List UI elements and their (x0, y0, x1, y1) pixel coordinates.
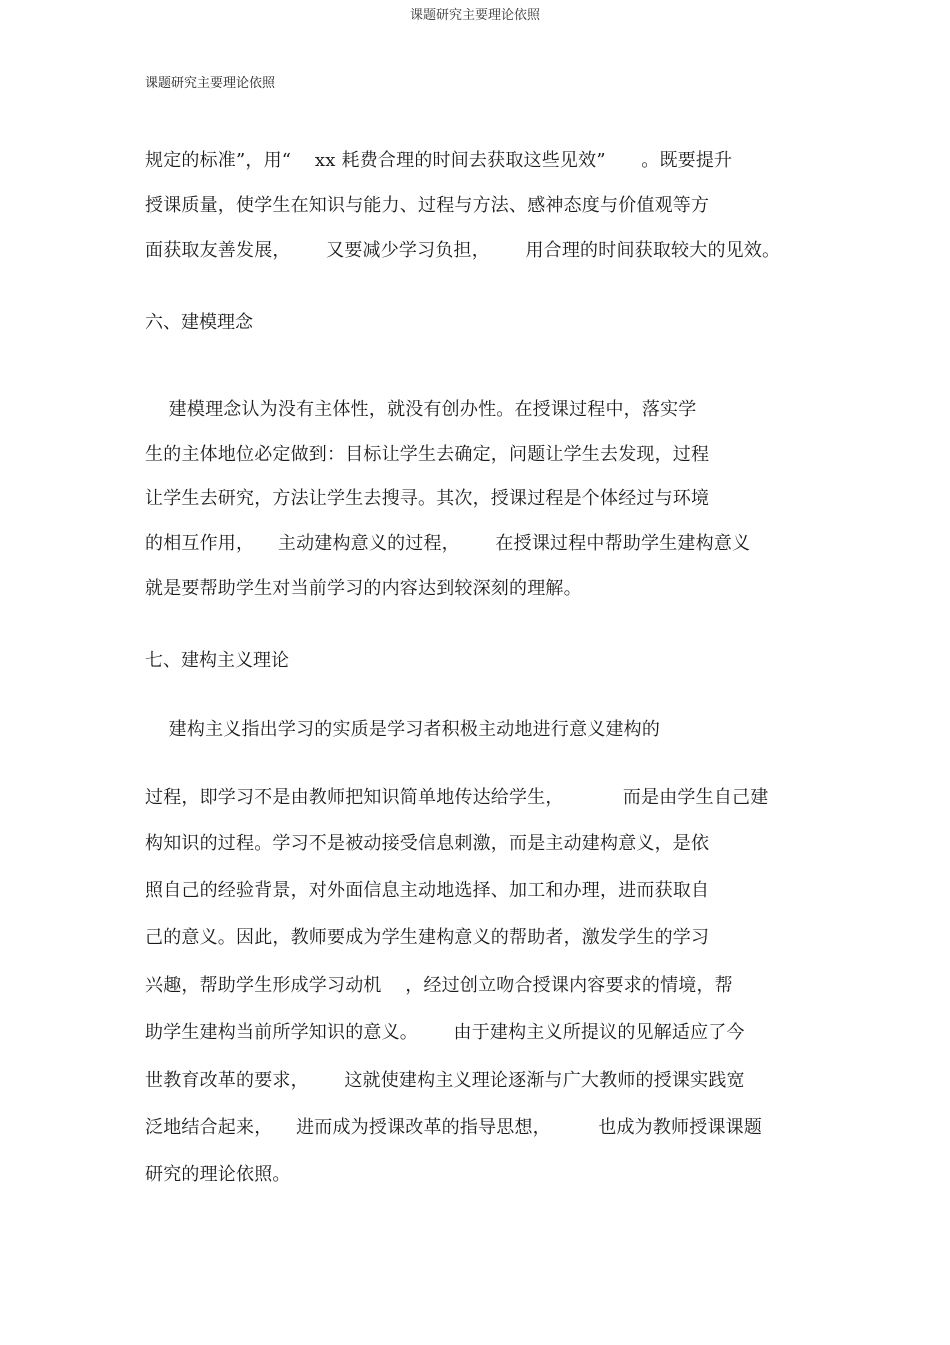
section7-line: 过程，即学习不是由教师把知识简单地传达给学生， 而是由学生自己建 (145, 787, 769, 808)
running-header: 课题研究主要理论依照 (409, 8, 540, 23)
section6-line: 的相互作用， 主动建构意义的过程， 在授课过程中帮助学生建构意义 (145, 533, 751, 554)
intro-line: 面获取友善发展， 又要减少学习负担， 用合理的时间获取较大的见效。 (145, 240, 781, 261)
document-title: 课题研究主要理论依照 (145, 76, 276, 91)
section-heading-7: 七、建构主义理论 (145, 650, 289, 671)
section6-line: 就是要帮助学生对当前学习的内容达到较深刻的理解。 (145, 578, 582, 599)
section7-line: 照自己的经验背景，对外面信息主动地选择、加工和办理，进而获取自 (145, 880, 710, 901)
section7-line: 泛地结合起来， 进而成为授课改革的指导思想， 也成为教师授课课题 (145, 1117, 763, 1138)
section7-line: 助学生建构当前所学知识的意义。 由于建构主义所提议的见解适应了今 (145, 1022, 745, 1043)
section6-line: 建模理念认为没有主体性，就没有创办性。在授课过程中，落实学 (145, 399, 697, 420)
section7-line: 构知识的过程。学习不是被动接受信息刺激，而是主动建构意义，是依 (145, 833, 710, 854)
section6-line: 生的主体地位必定做到：目标让学生去确定，问题让学生去发现，过程 (145, 444, 710, 465)
section7-line: 研究的理论依照。 (145, 1164, 291, 1185)
section7-line: 己的意义。因此，教师要成为学生建构意义的帮助者，激发学生的学习 (145, 927, 710, 948)
intro-line: 授课质量，使学生在知识与能力、过程与方法、感神态度与价值观等方 (145, 195, 710, 216)
section-heading-6: 六、建模理念 (145, 312, 253, 333)
section6-line: 让学生去研究，方法让学生去搜寻。其次，授课过程是个体经过与环境 (145, 488, 710, 509)
section7-line: 世教育改革的要求， 这就使建构主义理论逐渐与广大教师的授课实践宽 (145, 1070, 745, 1091)
section7-line: 建构主义指出学习的实质是学习者积极主动地进行意义建构的 (145, 719, 661, 740)
intro-line: 规定的标准”，用“ xx 耗费合理的时间去获取这些见效” 。既要提升 (145, 150, 733, 171)
section7-line: 兴趣，帮助学生形成学习动机 ，经过创立吻合授课内容要求的情境，帮 (145, 975, 733, 996)
